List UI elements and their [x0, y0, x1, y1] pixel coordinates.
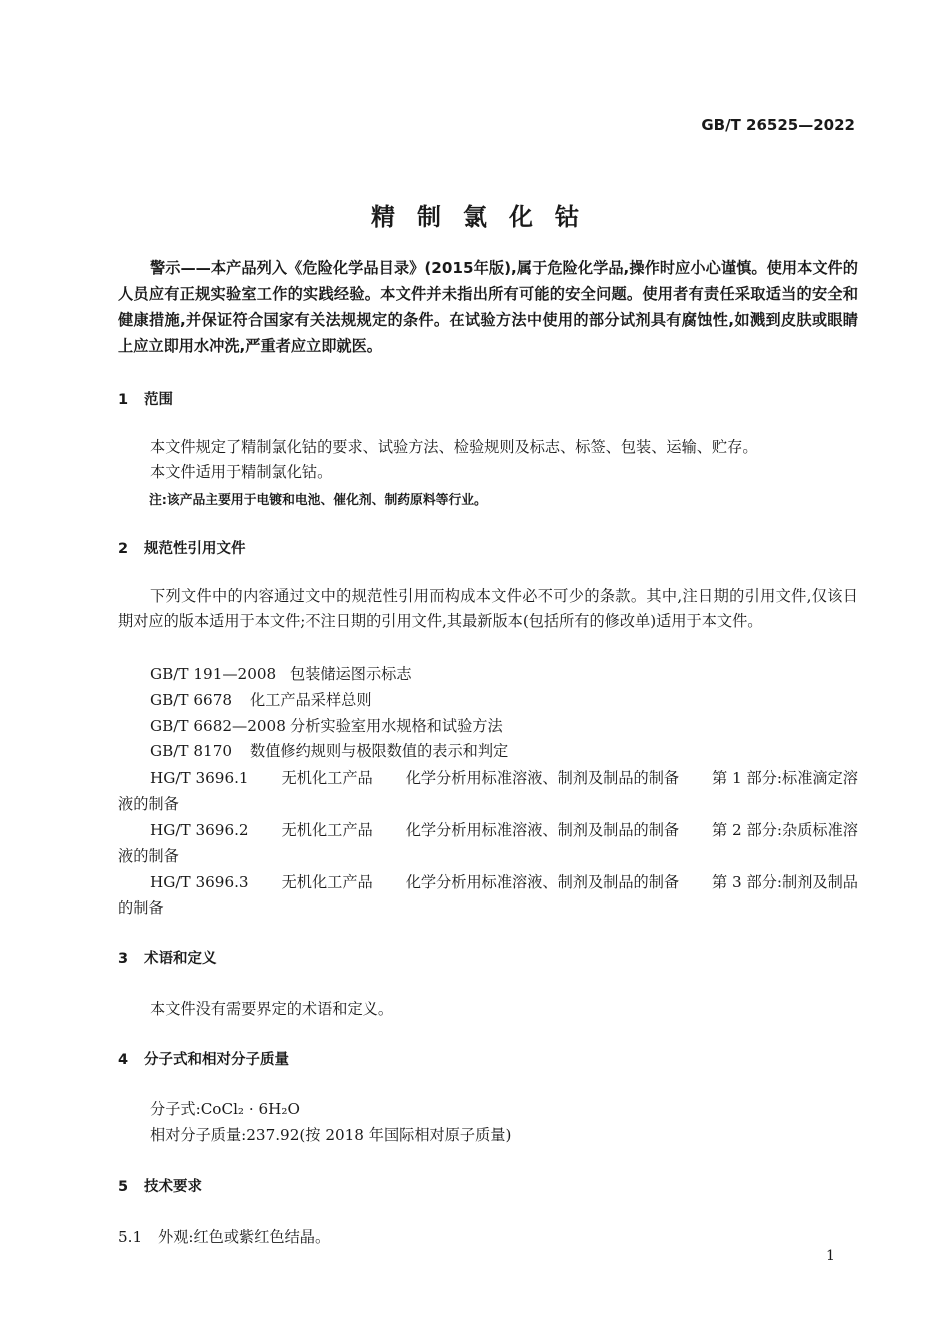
reference-series: 无机化工产品	[281, 821, 373, 839]
scope-note: 注:该产品主要用于电镀和电池、催化剂、制药原料等行业。	[149, 493, 487, 508]
reference-code: HG/T 3696.2	[150, 821, 249, 839]
section-number: 4	[118, 1052, 129, 1068]
reference-title: 数值修约规则与极限数值的表示和判定	[250, 742, 509, 760]
section-number: 3	[118, 951, 129, 967]
section-title: 规范性引用文件	[144, 541, 246, 557]
section-1-heading	[118, 388, 173, 409]
formula-label: 分子式:	[150, 1100, 201, 1118]
subsection-text: 外观:红色或紫红色结晶。	[158, 1228, 331, 1246]
molecular-formula	[150, 1098, 300, 1119]
scope-paragraph-1: 本文件规定了精制氯化钴的要求、试验方法、检验规则及标志、标签、包装、运输、贮存。	[150, 438, 758, 456]
molecular-mass: 相对分子质量:237.92(按 2018 年国际相对原子质量)	[150, 1126, 512, 1144]
subsection-number: 5.1	[118, 1228, 143, 1246]
reference-part: 第 1 部分:标准滴定溶	[712, 769, 858, 787]
section-5-heading	[118, 1175, 202, 1196]
reference-title: 包装储运图示标志	[290, 665, 412, 683]
section-number: 2	[118, 541, 129, 557]
reference-code: HG/T 3696.1	[150, 769, 249, 787]
references-intro: 下列文件中的内容通过文中的规范性引用而构成本文件必不可少的条款。其中,注日期的引用文件,仅该日期对应的版本适用于本文件;不注日期的引用文件,其最新版本(包括所有的修改单)适用于本文件。	[118, 587, 858, 630]
section-4-heading	[118, 1048, 289, 1069]
reference-continuation: 液的制备	[118, 847, 179, 865]
section-title: 范围	[144, 392, 173, 408]
section-number: 1	[118, 392, 129, 408]
reference-part: 第 3 部分:制剂及制品	[712, 873, 858, 891]
reference-series: 无机化工产品	[281, 769, 373, 787]
hg-reference-item	[118, 869, 858, 921]
terms-paragraph: 本文件没有需要界定的术语和定义。	[150, 1000, 393, 1018]
section-title: 术语和定义	[144, 951, 217, 967]
section-title: 分子式和相对分子质量	[144, 1052, 289, 1068]
document-title: 精制氯化钴	[371, 203, 601, 231]
reference-title: 化工产品采样总则	[250, 691, 372, 709]
reference-item	[150, 715, 503, 736]
scope-paragraph-2: 本文件适用于精制氯化钴。	[150, 463, 333, 481]
hg-reference-item	[118, 817, 858, 869]
section-number: 5	[118, 1179, 129, 1195]
reference-title: 化学分析用标准溶液、制剂及制品的制备	[405, 769, 680, 787]
page-number: 1	[826, 1248, 835, 1264]
reference-code: GB/T 6682—2008	[150, 717, 286, 735]
reference-continuation: 液的制备	[118, 795, 179, 813]
section-3-heading	[118, 947, 217, 968]
reference-code: GB/T 8170	[150, 742, 233, 760]
reference-title: 分析实验室用水规格和试验方法	[290, 717, 503, 735]
subsection-5-1	[118, 1226, 330, 1247]
reference-title: 化学分析用标准溶液、制剂及制品的制备	[405, 821, 680, 839]
standard-number: GB/T 26525—2022	[701, 116, 855, 134]
reference-series: 无机化工产品	[281, 873, 373, 891]
reference-item	[150, 663, 412, 684]
reference-code: GB/T 191—2008	[150, 665, 277, 683]
hg-reference-item	[118, 765, 858, 817]
reference-code: HG/T 3696.3	[150, 873, 249, 891]
reference-code: GB/T 6678	[150, 691, 233, 709]
reference-item	[150, 740, 508, 761]
formula-value: CoCl₂ · 6H₂O	[200, 1100, 300, 1118]
reference-part: 第 2 部分:杂质标准溶	[712, 821, 858, 839]
section-title: 技术要求	[144, 1179, 202, 1195]
safety-warning: 警示——本产品列入《危险化学品目录》(2015年版),属于危险化学品,操作时应小心谨慎。使用本文件的人员应有正规实验室工作的实践经验。本文件并未指出所有可能的安全问题。使用者有责任采取适当的安全和健康措施,并保证符合国家有关法规规定的条件。在试验方法中使用的部分试剂具有腐蚀性,如溅到皮肤或眼睛上应立即用水冲洗,严重者应立即就医。	[118, 259, 858, 355]
reference-continuation: 的制备	[118, 899, 164, 917]
section-2-heading	[118, 537, 246, 558]
reference-title: 化学分析用标准溶液、制剂及制品的制备	[405, 873, 680, 891]
reference-item	[150, 689, 372, 710]
